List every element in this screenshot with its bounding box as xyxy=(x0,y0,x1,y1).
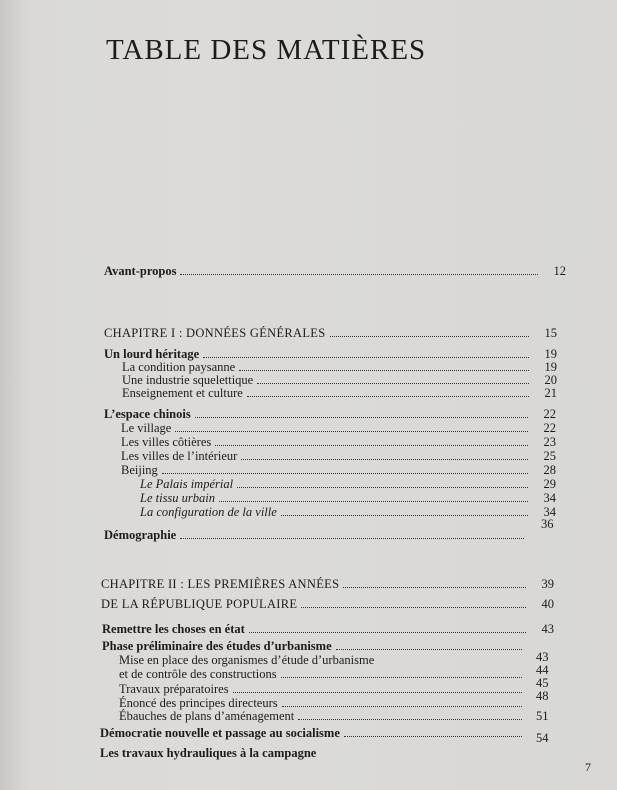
toc-entry-label: Le village xyxy=(121,421,172,435)
toc-entry-label: Les villes de l’intérieur xyxy=(121,449,238,463)
toc-entry-label: CHAPITRE II : LES PREMIÈRES ANNÉES xyxy=(101,577,340,591)
toc-page-number: 45 xyxy=(536,676,549,690)
dot-leader xyxy=(281,514,528,516)
toc-entry xyxy=(102,639,522,653)
toc-subentry xyxy=(119,682,522,696)
toc-entry xyxy=(104,407,556,421)
toc-page-number: 36 xyxy=(541,517,554,531)
toc-subentry xyxy=(122,386,557,400)
toc-chapter-2-cont xyxy=(101,597,554,611)
toc-page-number: 34 xyxy=(543,491,556,505)
dot-leader xyxy=(249,631,526,633)
toc-page-number: 48 xyxy=(536,689,549,703)
toc-page-number: 43 xyxy=(541,622,554,636)
toc-page-number: 20 xyxy=(544,373,557,387)
toc-subentry xyxy=(121,449,556,463)
toc-subentry xyxy=(122,373,557,387)
toc-subentry xyxy=(119,696,522,710)
toc-page-number: 29 xyxy=(543,477,556,491)
toc-entry-label: Le tissu urbain xyxy=(140,491,216,505)
toc-entry-label: Beijing xyxy=(121,463,158,477)
toc-entry-label: Enseignement et culture xyxy=(122,386,243,400)
dot-leader xyxy=(233,691,522,693)
toc-entry-label: Démocratie nouvelle et passage au socialisme xyxy=(100,726,340,740)
dot-leader xyxy=(343,586,526,588)
toc-page-number: 34 xyxy=(543,505,556,519)
toc-page-number: 39 xyxy=(541,577,554,591)
toc-entry-label: Démographie xyxy=(104,528,177,542)
dot-leader xyxy=(215,444,528,446)
page-title: TABLE DES MATIÈRES xyxy=(106,34,427,66)
toc-entry-label: Ébauches de plans d’aménagement xyxy=(119,709,295,723)
dot-leader xyxy=(247,395,529,397)
dot-leader xyxy=(180,537,524,539)
toc-entry xyxy=(100,726,522,740)
toc-subentry xyxy=(119,709,522,723)
toc-entry-label: CHAPITRE I : DONNÉES GÉNÉRALES xyxy=(104,326,326,340)
toc-page-number: 40 xyxy=(541,597,554,611)
dot-leader xyxy=(239,369,529,371)
toc-chapter-1 xyxy=(104,326,557,340)
toc-entry-label: La configuration de la ville xyxy=(140,505,277,519)
toc-page-number: 12 xyxy=(553,264,566,278)
toc-page-number: 19 xyxy=(544,347,557,361)
toc-entry-label: Les travaux hydrauliques à la campagne xyxy=(100,746,317,760)
toc-page-number: 22 xyxy=(543,421,556,435)
toc-entry-label: Phase préliminaire des études d’urbanisme xyxy=(102,639,332,653)
toc-chapter-2 xyxy=(101,577,554,591)
dot-leader xyxy=(344,735,522,737)
toc-subsubentry xyxy=(140,491,556,505)
dot-leader xyxy=(282,705,522,707)
dot-leader xyxy=(219,500,528,502)
dot-leader xyxy=(257,382,529,384)
dot-leader xyxy=(195,416,528,418)
toc-page-number: 28 xyxy=(543,463,556,477)
dot-leader xyxy=(301,606,526,608)
toc-subentry-label: Mise en place des organismes d’étude d’urbanisme xyxy=(119,653,375,667)
toc-subentry xyxy=(122,360,557,374)
dot-leader xyxy=(175,430,528,432)
dot-leader xyxy=(237,486,528,488)
toc-entry-label: Énoncé des principes directeurs xyxy=(119,696,278,710)
toc-entry-avant-propos xyxy=(104,264,566,278)
toc-page-number: 44 xyxy=(536,663,549,677)
toc-page-number: 25 xyxy=(543,449,556,463)
dot-leader xyxy=(298,718,522,720)
toc-entry-label: L’espace chinois xyxy=(104,407,191,421)
toc-subentry xyxy=(121,463,556,477)
dot-leader xyxy=(180,273,538,275)
toc-page-number: 51 xyxy=(536,709,549,723)
toc-entry-label: Avant-propos xyxy=(104,264,177,278)
toc-subentry xyxy=(121,435,556,449)
toc-entry-label: DE LA RÉPUBLIQUE POPULAIRE xyxy=(101,597,298,611)
dot-leader xyxy=(330,335,530,337)
toc-page-number: 15 xyxy=(544,326,557,340)
toc-page-number: 43 xyxy=(536,650,549,664)
toc-page-number: 23 xyxy=(543,435,556,449)
toc-entry-label: Travaux préparatoires xyxy=(119,682,229,696)
toc-page-number: 21 xyxy=(544,386,557,400)
toc-entry-label: Remettre les choses en état xyxy=(102,622,245,636)
toc-page-number: 22 xyxy=(543,407,556,421)
dot-leader xyxy=(281,676,522,678)
toc-page-number: 54 xyxy=(536,731,549,745)
dot-leader xyxy=(241,458,528,460)
toc-subsubentry xyxy=(140,505,556,519)
toc-subsubentry xyxy=(140,477,556,491)
toc-subentry xyxy=(119,667,522,681)
toc-entry-label: Les villes côtières xyxy=(121,435,212,449)
toc-entry-label: Le Palais impérial xyxy=(140,477,234,491)
toc-entry-label: et de contrôle des constructions xyxy=(119,667,277,681)
toc-entry xyxy=(102,622,554,636)
toc-subentry xyxy=(121,421,556,435)
dot-leader xyxy=(162,472,528,474)
page-number: 7 xyxy=(585,760,591,774)
dot-leader xyxy=(336,648,522,650)
toc-entry-label: La condition paysanne xyxy=(122,360,236,374)
toc-entry xyxy=(104,528,524,542)
toc-entry-label: Une industrie squelettique xyxy=(122,373,254,387)
toc-entry xyxy=(104,347,557,361)
dot-leader xyxy=(203,356,529,358)
toc-page-number: 19 xyxy=(544,360,557,374)
toc-entry-label: Un lourd héritage xyxy=(104,347,200,361)
